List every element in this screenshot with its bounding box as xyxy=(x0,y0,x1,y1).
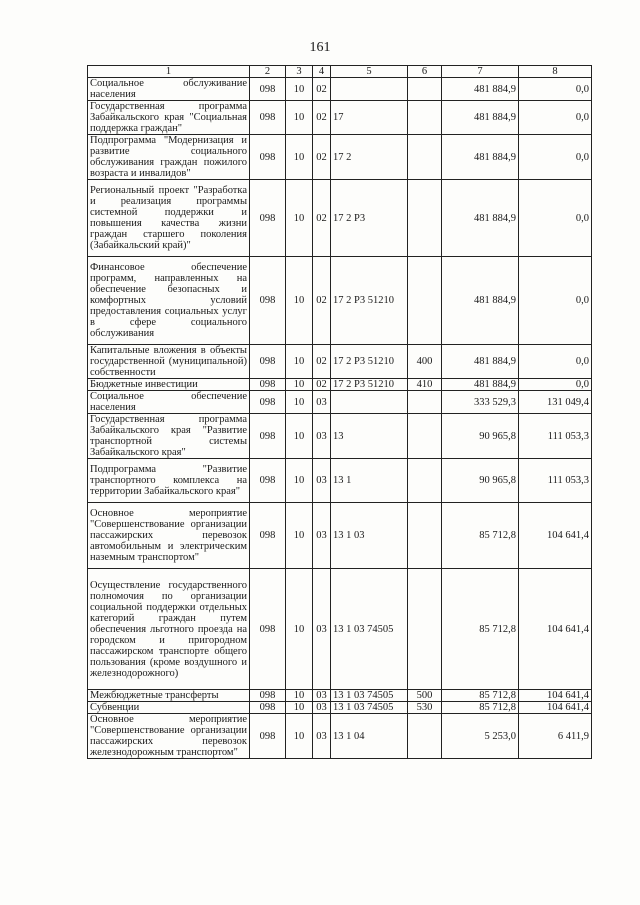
row-target-article xyxy=(331,391,408,414)
row-target-article: 13 1 03 74505 xyxy=(331,690,408,702)
row-amount-col8: 0,0 xyxy=(519,345,592,379)
row-admin-code: 098 xyxy=(250,101,286,135)
row-admin-code: 098 xyxy=(250,690,286,702)
row-expense-type: 400 xyxy=(408,345,442,379)
row-subsection: 02 xyxy=(313,135,331,180)
row-name: Региональный проект "Разработка и реализация программы системной поддержки и повышения качества жизни граждан старшего поколения (Забайкальский край)" xyxy=(88,180,250,257)
row-name: Государственная программа Забайкальского края "Социальная поддержка граждан" xyxy=(88,101,250,135)
table-row xyxy=(88,78,592,101)
row-section: 10 xyxy=(286,180,313,257)
row-subsection: 02 xyxy=(313,101,331,135)
row-name: Субвенции xyxy=(88,702,250,714)
row-section: 10 xyxy=(286,459,313,503)
row-target-article: 17 2 P3 51210 xyxy=(331,345,408,379)
row-name: Государственная программа Забайкальского края "Развитие транспортной системы Забайкальского края" xyxy=(88,414,250,459)
row-subsection: 03 xyxy=(313,391,331,414)
table-row xyxy=(88,414,592,459)
row-amount-col8: 0,0 xyxy=(519,379,592,391)
row-amount-col7: 333 529,3 xyxy=(442,391,519,414)
table-row xyxy=(88,569,592,690)
row-target-article: 17 xyxy=(331,101,408,135)
row-admin-code: 098 xyxy=(250,379,286,391)
table-row xyxy=(88,345,592,379)
row-name: Осуществление государственного полномочия по организации социальной поддержки отдельных категорий граждан путем обеспечения льготного проезда на городском и пригородном пассажирском транспорте общего пользования (кроме воздушного и железнодорожного) xyxy=(88,569,250,690)
row-amount-col7: 85 712,8 xyxy=(442,569,519,690)
row-expense-type xyxy=(408,180,442,257)
row-amount-col7: 481 884,9 xyxy=(442,78,519,101)
row-amount-col7: 90 965,8 xyxy=(442,459,519,503)
table-row xyxy=(88,459,592,503)
row-target-article: 17 2 P3 51210 xyxy=(331,379,408,391)
column-header-1: 1 xyxy=(88,66,250,78)
row-target-article: 13 1 xyxy=(331,459,408,503)
row-amount-col7: 481 884,9 xyxy=(442,180,519,257)
row-admin-code: 098 xyxy=(250,714,286,759)
row-amount-col7: 481 884,9 xyxy=(442,135,519,180)
row-admin-code: 098 xyxy=(250,180,286,257)
row-target-article: 17 2 P3 xyxy=(331,180,408,257)
row-expense-type xyxy=(408,459,442,503)
table-row xyxy=(88,503,592,569)
row-section: 10 xyxy=(286,135,313,180)
table-row xyxy=(88,702,592,714)
row-name: Социальное обслуживание населения xyxy=(88,78,250,101)
row-section: 10 xyxy=(286,714,313,759)
row-name: Основное мероприятие "Совершенствование организации пассажирских перевозок железнодорожным транспортом" xyxy=(88,714,250,759)
column-header-6: 6 xyxy=(408,66,442,78)
row-name: Капитальные вложения в объекты государственной (муниципальной) собственности xyxy=(88,345,250,379)
row-amount-col7: 85 712,8 xyxy=(442,503,519,569)
row-name: Финансовое обеспечение программ, направленных на обеспечение безопасных и комфортных условий предоставления социальных услуг в сфере социального обслуживания xyxy=(88,257,250,345)
row-admin-code: 098 xyxy=(250,345,286,379)
row-expense-type xyxy=(408,414,442,459)
row-amount-col7: 481 884,9 xyxy=(442,379,519,391)
column-header-8: 8 xyxy=(519,66,592,78)
row-admin-code: 098 xyxy=(250,569,286,690)
row-subsection: 02 xyxy=(313,257,331,345)
row-section: 10 xyxy=(286,379,313,391)
budget-table xyxy=(87,65,592,759)
row-expense-type xyxy=(408,257,442,345)
row-amount-col8: 0,0 xyxy=(519,101,592,135)
row-target-article: 13 xyxy=(331,414,408,459)
row-amount-col8: 111 053,3 xyxy=(519,459,592,503)
row-target-article: 17 2 xyxy=(331,135,408,180)
row-expense-type xyxy=(408,101,442,135)
row-admin-code: 098 xyxy=(250,257,286,345)
row-target-article: 13 1 04 xyxy=(331,714,408,759)
column-header-2: 2 xyxy=(250,66,286,78)
table-row xyxy=(88,101,592,135)
row-expense-type xyxy=(408,503,442,569)
column-header-3: 3 xyxy=(286,66,313,78)
row-expense-type xyxy=(408,78,442,101)
row-amount-col8: 131 049,4 xyxy=(519,391,592,414)
row-name: Межбюджетные трансферты xyxy=(88,690,250,702)
row-amount-col8: 0,0 xyxy=(519,78,592,101)
row-amount-col7: 481 884,9 xyxy=(442,257,519,345)
column-header-4: 4 xyxy=(313,66,331,78)
row-amount-col7: 85 712,8 xyxy=(442,690,519,702)
row-subsection: 03 xyxy=(313,503,331,569)
table-row xyxy=(88,690,592,702)
row-amount-col8: 104 641,4 xyxy=(519,702,592,714)
row-name: Бюджетные инвестиции xyxy=(88,379,250,391)
row-amount-col8: 6 411,9 xyxy=(519,714,592,759)
row-section: 10 xyxy=(286,257,313,345)
row-subsection: 02 xyxy=(313,78,331,101)
row-section: 10 xyxy=(286,101,313,135)
row-admin-code: 098 xyxy=(250,391,286,414)
row-section: 10 xyxy=(286,391,313,414)
row-expense-type xyxy=(408,391,442,414)
row-subsection: 02 xyxy=(313,345,331,379)
row-subsection: 03 xyxy=(313,414,331,459)
row-amount-col8: 0,0 xyxy=(519,135,592,180)
row-section: 10 xyxy=(286,702,313,714)
row-subsection: 03 xyxy=(313,702,331,714)
row-name: Подпрограмма "Развитие транспортного комплекса на территории Забайкальского края" xyxy=(88,459,250,503)
row-section: 10 xyxy=(286,690,313,702)
row-amount-col7: 85 712,8 xyxy=(442,702,519,714)
table-row xyxy=(88,379,592,391)
row-name: Подпрограмма "Модернизация и развитие социального обслуживания граждан пожилого возраста и инвалидов" xyxy=(88,135,250,180)
row-subsection: 03 xyxy=(313,714,331,759)
row-section: 10 xyxy=(286,345,313,379)
row-admin-code: 098 xyxy=(250,702,286,714)
row-amount-col8: 0,0 xyxy=(519,180,592,257)
row-expense-type xyxy=(408,135,442,180)
row-subsection: 02 xyxy=(313,379,331,391)
row-section: 10 xyxy=(286,503,313,569)
table-header-row xyxy=(88,66,592,78)
row-section: 10 xyxy=(286,414,313,459)
row-section: 10 xyxy=(286,78,313,101)
row-section: 10 xyxy=(286,569,313,690)
table-row xyxy=(88,714,592,759)
page-number: 161 xyxy=(309,40,331,55)
table-body xyxy=(88,78,592,759)
row-name: Социальное обеспечение населения xyxy=(88,391,250,414)
table-row xyxy=(88,180,592,257)
row-expense-type: 500 xyxy=(408,690,442,702)
row-expense-type xyxy=(408,569,442,690)
table-row xyxy=(88,135,592,180)
column-header-5: 5 xyxy=(331,66,408,78)
row-name: Основное мероприятие "Совершенствование организации пассажирских перевозок автомобильным и электрическим наземным транспортом" xyxy=(88,503,250,569)
row-subsection: 02 xyxy=(313,180,331,257)
row-admin-code: 098 xyxy=(250,459,286,503)
row-amount-col7: 5 253,0 xyxy=(442,714,519,759)
row-admin-code: 098 xyxy=(250,414,286,459)
row-subsection: 03 xyxy=(313,569,331,690)
row-target-article xyxy=(331,78,408,101)
table-row xyxy=(88,257,592,345)
row-expense-type: 530 xyxy=(408,702,442,714)
row-expense-type xyxy=(408,714,442,759)
row-amount-col7: 481 884,9 xyxy=(442,101,519,135)
row-expense-type: 410 xyxy=(408,379,442,391)
row-amount-col8: 104 641,4 xyxy=(519,690,592,702)
row-admin-code: 098 xyxy=(250,503,286,569)
row-amount-col8: 111 053,3 xyxy=(519,414,592,459)
row-subsection: 03 xyxy=(313,459,331,503)
row-amount-col8: 0,0 xyxy=(519,257,592,345)
row-target-article: 13 1 03 74505 xyxy=(331,569,408,690)
row-admin-code: 098 xyxy=(250,78,286,101)
table-row xyxy=(88,391,592,414)
row-target-article: 13 1 03 74505 xyxy=(331,702,408,714)
row-target-article: 17 2 P3 51210 xyxy=(331,257,408,345)
column-header-7: 7 xyxy=(442,66,519,78)
row-target-article: 13 1 03 xyxy=(331,503,408,569)
row-admin-code: 098 xyxy=(250,135,286,180)
row-amount-col8: 104 641,4 xyxy=(519,503,592,569)
row-amount-col7: 481 884,9 xyxy=(442,345,519,379)
row-amount-col8: 104 641,4 xyxy=(519,569,592,690)
row-amount-col7: 90 965,8 xyxy=(442,414,519,459)
row-subsection: 03 xyxy=(313,690,331,702)
